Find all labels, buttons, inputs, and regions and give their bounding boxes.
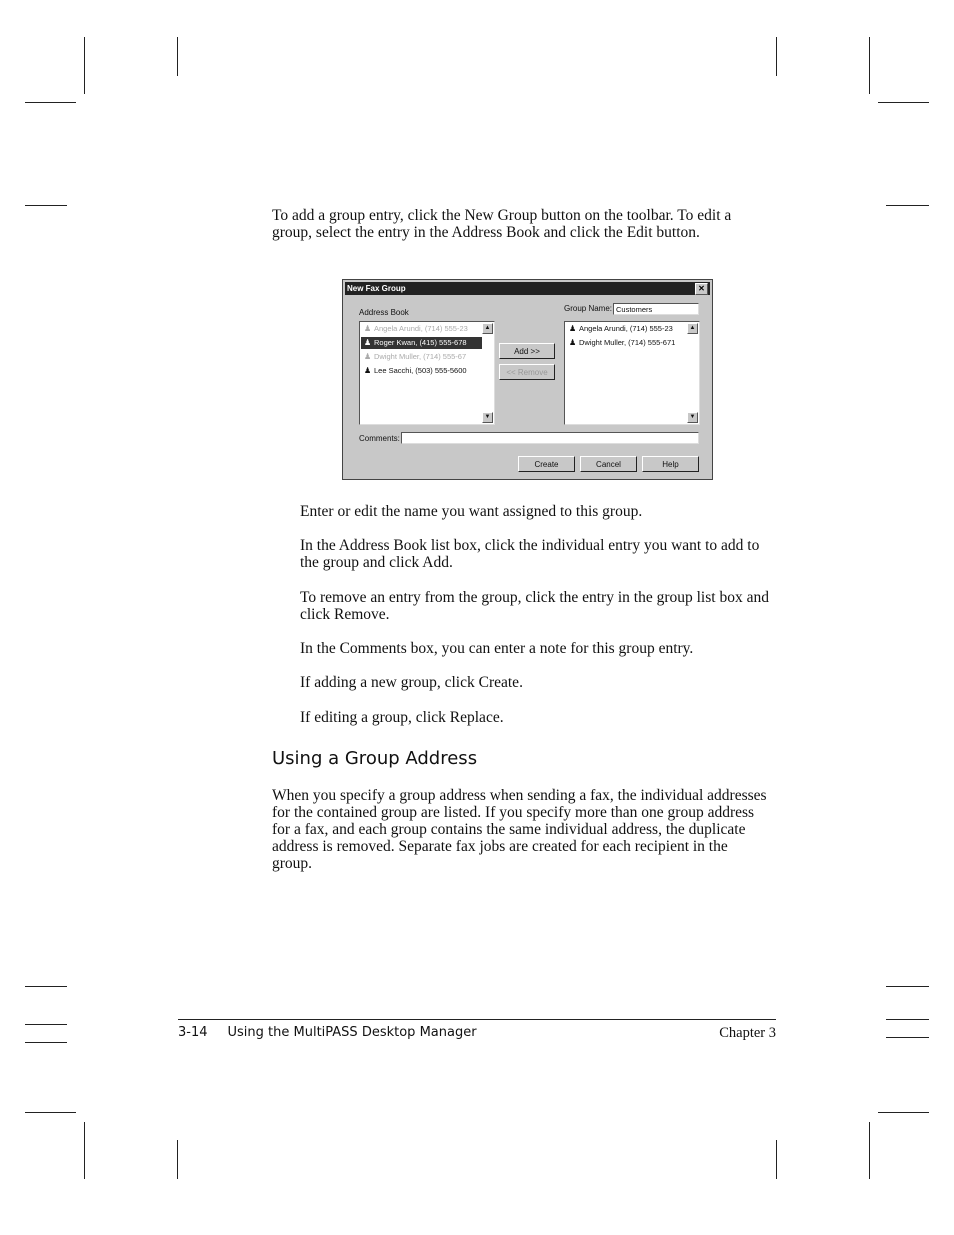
- scroll-up-icon[interactable]: ▲: [687, 323, 698, 334]
- step-paragraph: In the Address Book list box, click the individual entry you want to add to the group and click Add.: [300, 537, 760, 571]
- dialog-title: New Fax Group: [347, 284, 406, 293]
- group-name-label: Group Name:: [564, 304, 613, 313]
- list-item[interactable]: ♟ Roger Kwan, (415) 555-678: [361, 337, 482, 349]
- chapter-label: Chapter 3: [719, 1025, 776, 1041]
- section-body: When you specify a group address when sending a fax, the individual addresses for the contained group are listed. If you specify more than one group address for a fax, and each group contains the same individual address, the duplicate address is removed. Separate fax jobs are created for each recipient in the group.: [272, 787, 767, 872]
- close-icon[interactable]: ✕: [695, 283, 708, 295]
- cancel-button[interactable]: Cancel: [580, 456, 637, 472]
- person-icon: ♟: [569, 338, 577, 347]
- list-item[interactable]: ♟ Dwight Muller, (714) 555-67: [364, 352, 467, 361]
- list-item[interactable]: ♟ Angela Arundi, (714) 555-23: [364, 324, 468, 333]
- add-button[interactable]: Add >>: [499, 343, 555, 359]
- scroll-down-icon[interactable]: ▼: [687, 412, 698, 423]
- page-number: 3-14: [178, 1025, 208, 1040]
- person-icon: ♟: [364, 324, 372, 333]
- section-heading: Using a Group Address: [272, 748, 478, 769]
- step-paragraph: In the Comments box, you can enter a note for this group entry.: [300, 640, 694, 657]
- person-icon: ♟: [364, 366, 372, 375]
- group-name-input[interactable]: Customers: [613, 303, 699, 315]
- create-button[interactable]: Create: [518, 456, 575, 472]
- group-member-list[interactable]: [564, 321, 700, 425]
- address-book-label: Address Book: [359, 308, 409, 317]
- address-book-list[interactable]: [359, 321, 495, 425]
- person-icon: ♟: [364, 338, 372, 347]
- comments-label: Comments:: [359, 434, 400, 443]
- person-icon: ♟: [364, 352, 372, 361]
- scroll-up-icon[interactable]: ▲: [482, 323, 493, 334]
- footer-title: Using the MultiPASS Desktop Manager: [227, 1025, 477, 1040]
- remove-button[interactable]: << Remove: [499, 364, 555, 380]
- dialog-titlebar: [345, 282, 710, 295]
- scroll-down-icon[interactable]: ▼: [482, 412, 493, 423]
- comments-input[interactable]: [401, 432, 699, 444]
- step-paragraph: Enter or edit the name you want assigned to this group.: [300, 503, 643, 520]
- new-fax-group-dialog: [342, 279, 713, 480]
- intro-paragraph: To add a group entry, click the New Group button on the toolbar. To edit a group, select the entry in the Address Book and click the Edit button.: [272, 207, 732, 241]
- step-paragraph: To remove an entry from the group, click the entry in the group list box and click Remove.: [300, 589, 769, 623]
- step-paragraph: If editing a group, click Replace.: [300, 709, 504, 726]
- step-paragraph: If adding a new group, click Create.: [300, 674, 523, 691]
- list-item[interactable]: ♟ Lee Sacchi, (503) 555-5600: [364, 366, 467, 375]
- help-button[interactable]: Help: [642, 456, 699, 472]
- person-icon: ♟: [569, 324, 577, 333]
- footer-left: [178, 1025, 477, 1040]
- list-item[interactable]: ♟ Angela Arundi, (714) 555-23: [569, 324, 673, 333]
- footer-rule: [178, 1019, 776, 1020]
- list-item[interactable]: ♟ Dwight Muller, (714) 555-671: [569, 338, 676, 347]
